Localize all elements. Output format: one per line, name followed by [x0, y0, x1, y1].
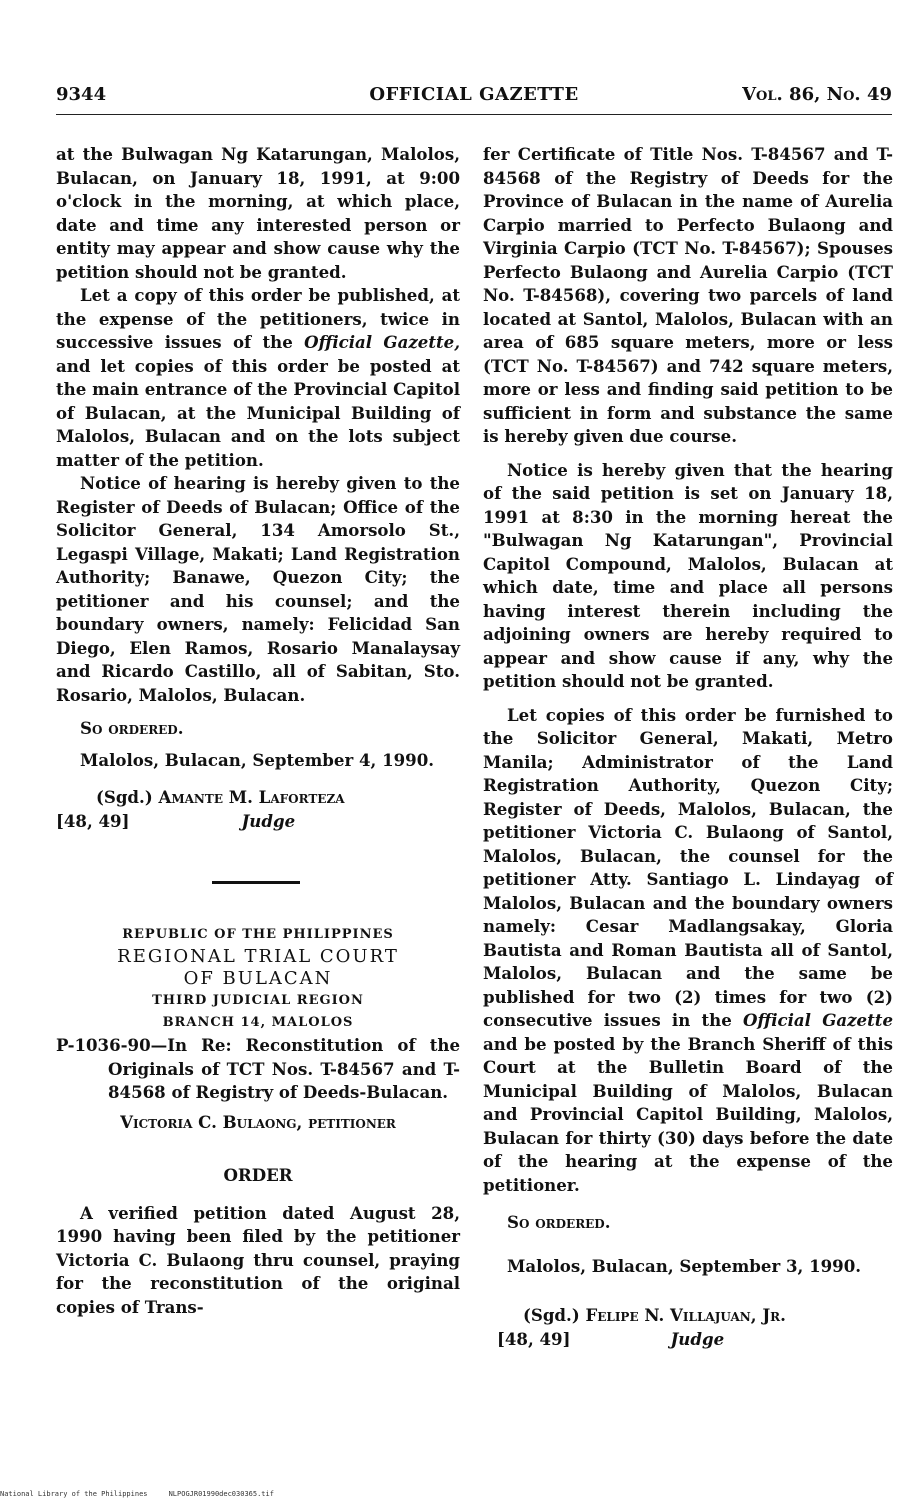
scan-footer: National Library of the Philippines NLPOGJR01990dec030365.tif: [0, 1490, 274, 1498]
page-header: [56, 84, 892, 112]
so-ordered-label: So ordered.: [507, 1212, 611, 1232]
left-paragraph-2: Let a copy of this order be published, at the expense of the petitioners, twice in successive issues of the Official Gazette, and let copies of this order be posted at the main entrance of the Provincial Capitol of Bulacan, at the Municipal Building of Malolos, Bulacan and on the lots subject matter of the petition.: [56, 285, 460, 470]
left-paragraph-1: at the Bulwagan Ng Katarungan, Malolos, Bulacan, on January 18, 1991, at 9:00 o'clock in the morning, at which place, date and time any interested person or entity may appear and show cause why the petition should not be granted.: [56, 144, 460, 282]
petitioner-line: Victoria C. Bulaong, petitioner: [120, 1111, 396, 1132]
page-number: 9344: [56, 84, 107, 105]
header-rule: [56, 114, 892, 115]
so-ordered-label: So ordered.: [80, 718, 184, 738]
case-title: P-1036-90—In Re: Reconstitution of the Originals of TCT Nos. T-84567 and T-84568 of Registry of Deeds-Bulacan.: [56, 1035, 460, 1102]
order-date: Malolos, Bulacan, September 3, 1990.: [507, 1255, 862, 1276]
signer-name: Amante M. Laforteza: [158, 787, 345, 807]
publication-title: OFFICIAL GAZETTE: [369, 84, 579, 105]
court-header: REPUBLIC OF THE PHILIPPINES REGIONAL TRIAL COURT OF BULACAN THIRD JUDICIAL REGION BRANCH 14, MALOLOS: [117, 927, 399, 1030]
judge-title: Judge: [241, 810, 296, 831]
judge-title: Judge: [670, 1328, 725, 1349]
left-paragraph-3: Notice of hearing is hereby given to the Register of Deeds of Bulacan; Office of the Solicitor General, 134 Amorsolo St., Legaspi Village, Makati; Land Registration Authority; Banawe, Quezon City; the petitioner and his counsel; and the boundary owners, namely: Felicidad San Diego, Elen Ramos, Rosario Manalaysay and Ricardo Castillo, all of Sabitan, Sto. Rosario, Malolos, Bulacan.: [56, 473, 460, 705]
order-heading: ORDER: [223, 1165, 293, 1185]
signature-block: (Sgd.) Felipe N. Villajuan, Jr. [48, 49] Judge: [483, 1304, 893, 1351]
issue-reference: [48, 49]: [497, 1328, 571, 1349]
left-column: [56, 143, 460, 1319]
volume-number: Vol. 86, No. 49: [742, 84, 892, 105]
signer-name: Felipe N. Villajuan, Jr.: [585, 1305, 786, 1325]
section-divider: [212, 881, 300, 884]
issue-reference: [48, 49]: [56, 810, 130, 831]
right-paragraph-3: Let copies of this order be furnished to the Solicitor General, Makati, Metro Manila; Administrator of the Land Registration Authority, Quezon City; Register of Deeds, Malolos, Bulacan, the petitioner Victoria C. Bulaong of Santol, Malolos, Bulacan, the counsel for the petitioner Atty. Santiago L. Lindayag of Malolos, Bulacan and the boundary owners namely: Cesar Madlangsakay, Gloria Bautista and Roman Bautista all of Santol, Malolos, Bulacan and the same be published for two (2) times for two (2) consecutive issues in the Official Gazette and be posted by the Branch Sheriff of this Court at the Bulletin Board of the Municipal Building of Malolos, Bulacan and Provincial Capitol Building, Malolos, Bulacan for thirty (30) days before the date of the hearing at the expense of the petitioner.: [483, 704, 894, 1195]
right-paragraph-2: Notice is hereby given that the hearing of the said petition is set on January 18, 1991 at 8:30 in the morning hereat the "Bulwagan Ng Katarungan", Provincial Capitol Compound, Malolos, Bulacan at which date, time and place all persons having interest therein including the adjoining owners are hereby required to appear and show cause if any, why the petition should not be granted.: [483, 459, 893, 691]
right-column: [483, 143, 893, 1351]
signature-block: (Sgd.) Amante M. Laforteza [48, 49] Judge: [56, 786, 460, 833]
order-date: Malolos, Bulacan, September 4, 1990.: [80, 749, 435, 770]
order-paragraph: A verified petition dated August 28, 1990 having been filed by the petitioner Victoria C. Bulaong thru counsel, praying for the reconstitution of the original copies of Trans-: [56, 1202, 460, 1317]
right-paragraph-1: fer Certificate of Title Nos. T-84567 and T-84568 of the Registry of Deeds for the Province of Bulacan in the name of Aurelia Carpio married to Perfecto Bulaong and Virginia Carpio (TCT No. T-84567); Spouses Perfecto Bulaong and Aurelia Carpio (TCT No. T-84568), covering two parcels of land located at Santol, Malolos, Bulacan with an area of 685 square meters, more or less (TCT No. T-84567) and 742 square meters, more or less and finding said petition to be sufficient in form and substance the same is hereby given due course.: [483, 144, 893, 446]
